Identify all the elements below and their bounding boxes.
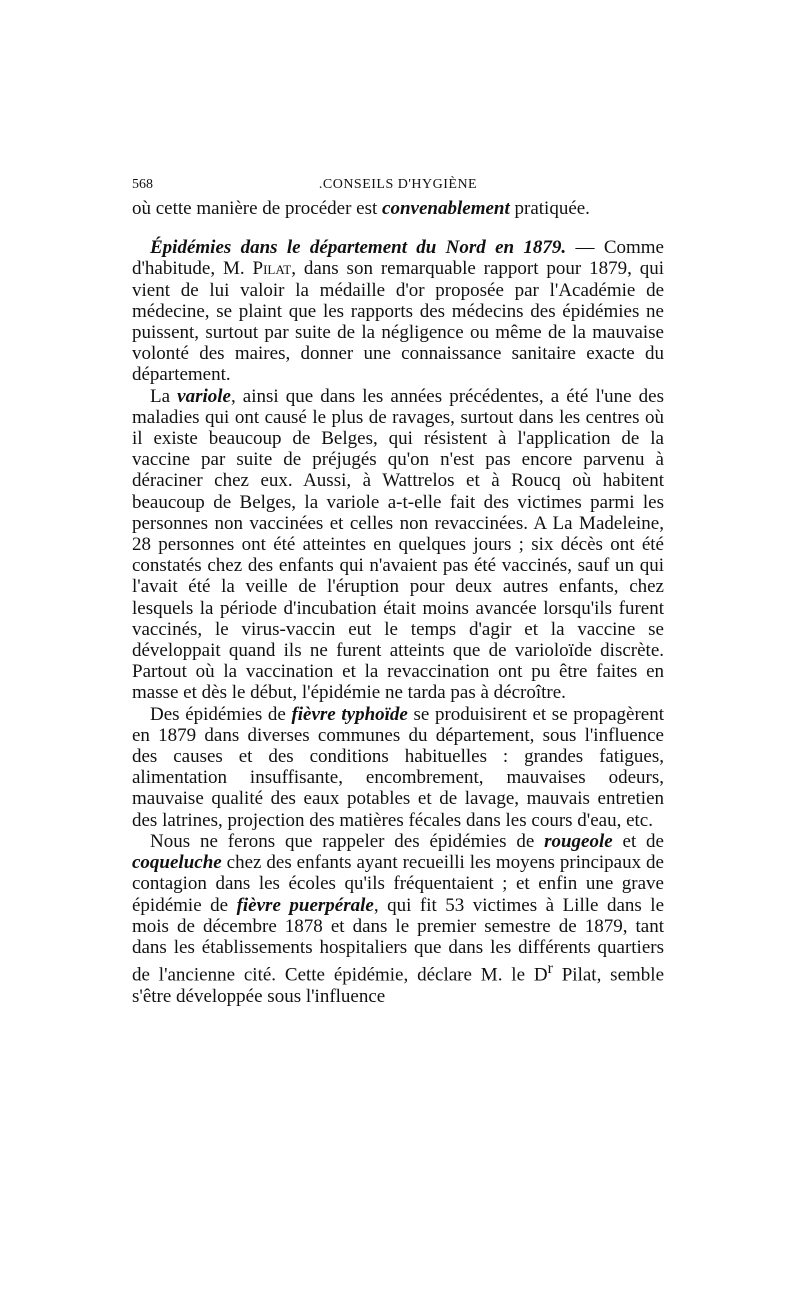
page-number: 568 [132,177,153,192]
paragraph-rougeole [132,831,664,1007]
book-page [132,176,664,1007]
text: , dans son remarquable rapport pour 1879, qui vient de lui valoir la médaille d'or proposée par l'Académie de médecine, se plaint que les rapports des médecins des épidémies ne puissent, surtout par suite de la négligence ou même de la mauvaise volonté des maires, donner une connaissance sanitaire exacte du département. [132,258,664,386]
text: , ainsi que dans les années précédentes, a été l'une des maladies qui ont causé le plus de ravages, surtout dans les centres où il existe beaucoup de Belges, qui résistent à l'application de la vaccine par suite de préjugés qu'on n'est pas encore parvenu à déraciner chez eux. Aussi, à Wattrelos et à Roucq où habitent beaucoup de Belges, la variole a-t-elle fait des victimes parmi les personnes non vaccinées et celles non revaccinées. A La Madeleine, 28 personnes ont été atteintes en quelques jours ; six décès ont été constatés chez des enfants qui n'avaient pas été vaccinés, sauf un qui l'avait été la veille de l'éruption pour deux autres enfants, chez lesquels la période d'incubation était moins avancée lorsqu'ils furent vaccinés, le virus-vaccin eut le temps d'agir et la vaccine se développait quand ils ne furent atteints que de varioloïde discrète. Partout où la vaccination et la revaccination ont pu être faites en masse et dès le début, l'épidémie ne tarda pas à décroître. [132,385,664,704]
text: La [150,385,178,407]
emphasis: fièvre typhoïde [291,703,408,725]
text: Nous ne ferons que rappeler des épidémies de [150,830,545,852]
emphasis: convenablement [382,198,510,219]
emphasis: fièvre puerpérale [236,894,374,916]
author-name: Pilat [252,258,292,280]
paragraph-variole [132,386,664,704]
text: où cette manière de procéder est [132,198,383,219]
text: chez des enfants ayant recueilli les moyens principaux de contagion dans les écoles qu'ils fréquentaient ; et enfin une grave épidémie de [132,852,664,916]
text: — Comme d'habitude, M. [132,237,664,280]
paragraph-continuation [132,198,664,219]
section-title: Épidémies dans le département du Nord en 1879. [150,237,567,259]
text: pratiquée. [509,198,590,219]
text: et de [612,830,664,852]
text: Des épidémies de [150,703,292,725]
paragraph-fievre-typhoide [132,704,664,831]
paragraph-epidemies [132,237,664,385]
text: Pilat, semble s'être développée sous l'influence [132,964,664,1007]
text: , qui fit 53 victimes à Lille dans le mois de décembre 1878 et dans le premier semestre de 1879, tant dans les établissements hospitaliers que dans les différents quartiers de l'ancienne cité. Cette épidémie, déclare M. le D [132,894,664,986]
page-header [132,176,664,194]
superscript: r [547,960,553,978]
emphasis: coqueluche [132,852,222,874]
text: se produisirent et se propagèrent en 1879 dans diverses communes du département, sous l'influence des causes et des conditions habituelles : grandes fatigues, alimentation insuffisante, encombrement, mauvaises odeurs, mauvaise qualité des eaux potables et de lavage, mauvais entretien des latrines, projection des matières fécales dans les cours d'eau, etc. [132,703,664,831]
emphasis: variole [177,385,231,407]
running-head: .CONSEILS D'HYGIÈNE [318,177,478,192]
emphasis: rougeole [544,830,613,852]
